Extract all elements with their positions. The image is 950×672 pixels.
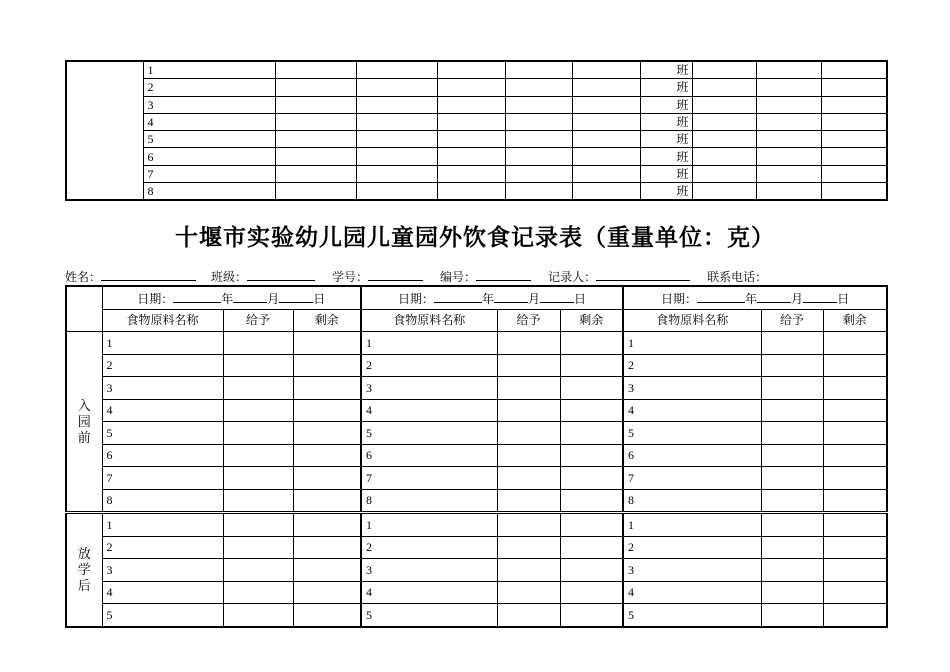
- remaining-cell[interactable]: [293, 581, 361, 604]
- entry-cell[interactable]: [505, 61, 572, 79]
- given-cell[interactable]: [223, 399, 293, 422]
- given-header: 给予: [223, 309, 293, 332]
- remaining-cell[interactable]: [293, 332, 361, 355]
- entry-cell[interactable]: [505, 96, 572, 113]
- remaining-cell[interactable]: [823, 377, 887, 400]
- table-row: [66, 604, 887, 627]
- food-entry-cell[interactable]: 5: [102, 422, 223, 445]
- row-number: 2: [143, 79, 275, 96]
- year-blank[interactable]: [697, 291, 745, 303]
- entry-cell[interactable]: [505, 183, 572, 201]
- entry-cell[interactable]: [572, 79, 640, 96]
- given-cell[interactable]: [761, 444, 823, 467]
- row-number: 4: [143, 113, 275, 130]
- food-entry-cell[interactable]: 3: [102, 377, 223, 400]
- entry-cell[interactable]: [437, 79, 505, 96]
- year-label: 年: [482, 291, 495, 306]
- food-entry-cell[interactable]: 3: [102, 559, 223, 582]
- food-entry-cell[interactable]: 5: [623, 604, 761, 627]
- class-suffix-cell: 班: [640, 113, 692, 130]
- remaining-cell[interactable]: [823, 536, 887, 559]
- food-entry-cell[interactable]: 1: [623, 513, 761, 537]
- entry-cell[interactable]: [692, 61, 756, 79]
- year-blank[interactable]: [434, 291, 482, 303]
- given-cell[interactable]: [223, 513, 293, 537]
- given-cell[interactable]: [761, 536, 823, 559]
- remaining-cell[interactable]: [823, 467, 887, 490]
- given-cell[interactable]: [223, 489, 293, 513]
- food-entry-cell[interactable]: 3: [361, 559, 497, 582]
- top-left-cell: [66, 61, 143, 200]
- remaining-cell[interactable]: [560, 444, 623, 467]
- remaining-cell[interactable]: [293, 444, 361, 467]
- entry-cell[interactable]: [821, 96, 887, 113]
- given-cell[interactable]: [497, 604, 560, 627]
- food-entry-cell[interactable]: 3: [361, 377, 497, 400]
- food-entry-cell[interactable]: 4: [623, 399, 761, 422]
- year-blank[interactable]: [173, 291, 221, 303]
- entry-cell[interactable]: [756, 61, 821, 79]
- class-field[interactable]: [247, 269, 315, 281]
- entry-cell[interactable]: [756, 113, 821, 130]
- food-entry-cell[interactable]: 7: [102, 467, 223, 490]
- table-row: [66, 354, 887, 377]
- food-entry-cell[interactable]: 6: [361, 444, 497, 467]
- section-char: 园: [77, 413, 91, 429]
- remaining-cell[interactable]: [560, 536, 623, 559]
- section-char: 学: [77, 561, 91, 577]
- food-entry-cell[interactable]: 1: [361, 513, 497, 537]
- given-cell[interactable]: [761, 377, 823, 400]
- table-row: [66, 489, 887, 513]
- remaining-cell[interactable]: [823, 422, 887, 445]
- entry-cell[interactable]: [572, 183, 640, 201]
- food-header: 食物原料名称: [361, 309, 497, 332]
- top-table-row: [66, 113, 887, 130]
- food-entry-cell[interactable]: 4: [361, 399, 497, 422]
- entry-cell[interactable]: [275, 165, 356, 182]
- food-entry-cell[interactable]: 7: [361, 467, 497, 490]
- entry-cell[interactable]: [572, 113, 640, 130]
- class-suffix-cell: 班: [640, 183, 692, 201]
- info-line: [65, 268, 767, 285]
- remaining-cell[interactable]: [293, 604, 361, 627]
- remaining-cell[interactable]: [823, 354, 887, 377]
- given-cell[interactable]: [497, 422, 560, 445]
- remaining-cell[interactable]: [560, 332, 623, 355]
- table-row: [66, 559, 887, 582]
- entry-cell[interactable]: [821, 165, 887, 182]
- entry-cell[interactable]: [356, 131, 437, 148]
- entry-cell[interactable]: [821, 148, 887, 165]
- entry-cell[interactable]: [275, 113, 356, 130]
- remaining-cell[interactable]: [293, 377, 361, 400]
- entry-cell[interactable]: [356, 165, 437, 182]
- remaining-cell[interactable]: [823, 559, 887, 582]
- phone-label: 联系电话：: [707, 270, 768, 284]
- entry-cell[interactable]: [692, 131, 756, 148]
- remaining-cell[interactable]: [560, 604, 623, 627]
- date-label: 日期：: [137, 291, 174, 306]
- remaining-cell[interactable]: [823, 604, 887, 627]
- remaining-cell[interactable]: [823, 399, 887, 422]
- food-entry-cell[interactable]: 1: [361, 332, 497, 355]
- row-number: 3: [143, 96, 275, 113]
- food-entry-cell[interactable]: 3: [623, 377, 761, 400]
- given-cell[interactable]: [497, 332, 560, 355]
- given-header: 给予: [761, 309, 823, 332]
- section-char: 放: [77, 545, 91, 561]
- month-blank[interactable]: [233, 291, 267, 303]
- given-cell[interactable]: [223, 581, 293, 604]
- food-entry-cell[interactable]: 6: [623, 444, 761, 467]
- entry-cell[interactable]: [356, 96, 437, 113]
- remaining-cell[interactable]: [560, 467, 623, 490]
- entry-cell[interactable]: [437, 148, 505, 165]
- entry-cell[interactable]: [572, 96, 640, 113]
- given-cell[interactable]: [497, 467, 560, 490]
- given-cell[interactable]: [497, 354, 560, 377]
- entry-cell[interactable]: [756, 165, 821, 182]
- class-suffix-cell: 班: [640, 79, 692, 96]
- year-label: 年: [745, 291, 758, 306]
- date-label: 日期：: [661, 291, 698, 306]
- food-header: 食物原料名称: [102, 309, 223, 332]
- remaining-cell[interactable]: [823, 444, 887, 467]
- given-cell[interactable]: [761, 513, 823, 537]
- entry-cell[interactable]: [275, 61, 356, 79]
- class-label: 班级：: [211, 270, 248, 284]
- entry-cell[interactable]: [692, 79, 756, 96]
- entry-cell[interactable]: [356, 183, 437, 201]
- table-row: [66, 422, 887, 445]
- entry-cell[interactable]: [572, 131, 640, 148]
- given-cell[interactable]: [497, 489, 560, 513]
- food-entry-cell[interactable]: 2: [361, 354, 497, 377]
- month-label: 月: [528, 291, 541, 306]
- given-cell[interactable]: [761, 422, 823, 445]
- given-cell[interactable]: [497, 559, 560, 582]
- entry-cell[interactable]: [572, 61, 640, 79]
- food-entry-cell[interactable]: 1: [623, 332, 761, 355]
- table-row: [66, 444, 887, 467]
- name-field[interactable]: [101, 269, 196, 281]
- table-row: [66, 332, 887, 355]
- given-cell[interactable]: [223, 467, 293, 490]
- row-number: 1: [143, 61, 275, 79]
- given-cell[interactable]: [497, 377, 560, 400]
- student-no-field[interactable]: [368, 269, 423, 281]
- food-entry-cell[interactable]: 4: [102, 581, 223, 604]
- given-cell[interactable]: [223, 444, 293, 467]
- food-entry-cell[interactable]: 2: [361, 536, 497, 559]
- entry-cell[interactable]: [572, 165, 640, 182]
- given-cell[interactable]: [223, 536, 293, 559]
- given-cell[interactable]: [497, 513, 560, 537]
- remaining-cell[interactable]: [293, 399, 361, 422]
- entry-cell[interactable]: [756, 131, 821, 148]
- food-entry-cell[interactable]: 2: [623, 536, 761, 559]
- given-header: 给予: [497, 309, 560, 332]
- month-label: 月: [791, 291, 804, 306]
- remaining-cell[interactable]: [560, 581, 623, 604]
- food-entry-cell[interactable]: 8: [102, 489, 223, 513]
- date-row: [66, 286, 887, 309]
- entry-cell[interactable]: [821, 113, 887, 130]
- entry-cell[interactable]: [275, 96, 356, 113]
- top-table-row: [66, 131, 887, 148]
- entry-cell[interactable]: [692, 183, 756, 201]
- code-label: 编号：: [440, 270, 477, 284]
- student-no-label: 学号：: [332, 270, 369, 284]
- given-cell[interactable]: [761, 489, 823, 513]
- section-char: 前: [77, 429, 91, 445]
- entry-cell[interactable]: [437, 61, 505, 79]
- given-cell[interactable]: [761, 399, 823, 422]
- top-record-table: [65, 60, 888, 201]
- given-cell[interactable]: [497, 399, 560, 422]
- remaining-cell[interactable]: [823, 513, 887, 537]
- food-entry-cell[interactable]: 5: [102, 604, 223, 627]
- header-row: [66, 309, 887, 332]
- date-cell[interactable]: [623, 286, 887, 309]
- given-cell[interactable]: [761, 467, 823, 490]
- remaining-cell[interactable]: [293, 536, 361, 559]
- row-number: 5: [143, 131, 275, 148]
- remaining-cell[interactable]: [560, 559, 623, 582]
- day-blank[interactable]: [279, 291, 313, 303]
- table-row: [66, 399, 887, 422]
- entry-cell[interactable]: [437, 165, 505, 182]
- entry-cell[interactable]: [275, 79, 356, 96]
- given-cell[interactable]: [223, 604, 293, 627]
- top-table-row: [66, 183, 887, 201]
- top-table-row: [66, 61, 887, 79]
- remaining-cell[interactable]: [560, 513, 623, 537]
- given-cell[interactable]: [761, 354, 823, 377]
- recorder-field[interactable]: [596, 269, 690, 281]
- remaining-cell[interactable]: [560, 354, 623, 377]
- given-cell[interactable]: [761, 581, 823, 604]
- entry-cell[interactable]: [356, 113, 437, 130]
- given-cell[interactable]: [223, 377, 293, 400]
- remaining-cell[interactable]: [293, 559, 361, 582]
- food-entry-cell[interactable]: 4: [361, 581, 497, 604]
- given-cell[interactable]: [223, 354, 293, 377]
- given-cell[interactable]: [761, 604, 823, 627]
- food-entry-cell[interactable]: 1: [102, 513, 223, 537]
- day-blank[interactable]: [540, 291, 574, 303]
- given-cell[interactable]: [497, 444, 560, 467]
- remaining-cell[interactable]: [823, 489, 887, 513]
- remaining-cell[interactable]: [293, 513, 361, 537]
- entry-cell[interactable]: [356, 148, 437, 165]
- class-suffix-cell: 班: [640, 131, 692, 148]
- remaining-cell[interactable]: [293, 422, 361, 445]
- day-label: 日: [837, 291, 850, 306]
- recorder-label: 记录人：: [548, 270, 597, 284]
- food-entry-cell[interactable]: 5: [623, 422, 761, 445]
- date-label: 日期：: [397, 291, 434, 306]
- food-entry-cell[interactable]: 2: [102, 354, 223, 377]
- class-suffix-cell: 班: [640, 96, 692, 113]
- top-table-row: [66, 96, 887, 113]
- section-char: 入: [77, 397, 91, 413]
- entry-cell[interactable]: [275, 183, 356, 201]
- remaining-header: 剩余: [823, 309, 887, 332]
- top-table-row: [66, 148, 887, 165]
- diet-record-table: [65, 285, 888, 628]
- food-entry-cell[interactable]: 7: [623, 467, 761, 490]
- food-entry-cell[interactable]: 8: [623, 489, 761, 513]
- food-entry-cell[interactable]: 6: [102, 444, 223, 467]
- food-entry-cell[interactable]: 1: [102, 332, 223, 355]
- entry-cell[interactable]: [437, 113, 505, 130]
- entry-cell[interactable]: [692, 165, 756, 182]
- entry-cell[interactable]: [437, 96, 505, 113]
- day-label: 日: [574, 291, 587, 306]
- entry-cell[interactable]: [356, 79, 437, 96]
- entry-cell[interactable]: [756, 183, 821, 201]
- remaining-header: 剩余: [293, 309, 361, 332]
- entry-cell[interactable]: [692, 148, 756, 165]
- entry-cell[interactable]: [692, 113, 756, 130]
- entry-cell[interactable]: [692, 96, 756, 113]
- entry-cell[interactable]: [505, 165, 572, 182]
- remaining-cell[interactable]: [293, 489, 361, 513]
- table-row: [66, 467, 887, 490]
- remaining-cell[interactable]: [823, 581, 887, 604]
- row-number: 6: [143, 148, 275, 165]
- class-suffix-cell: 班: [640, 61, 692, 79]
- food-entry-cell[interactable]: 3: [623, 559, 761, 582]
- entry-cell[interactable]: [437, 131, 505, 148]
- remaining-cell[interactable]: [823, 332, 887, 355]
- food-entry-cell[interactable]: 2: [102, 536, 223, 559]
- food-header: 食物原料名称: [623, 309, 761, 332]
- date-cell[interactable]: [361, 286, 623, 309]
- entry-cell[interactable]: [821, 131, 887, 148]
- table-row: [66, 377, 887, 400]
- food-entry-cell[interactable]: 2: [623, 354, 761, 377]
- entry-cell[interactable]: [356, 61, 437, 79]
- month-blank[interactable]: [757, 291, 791, 303]
- year-label: 年: [221, 291, 234, 306]
- food-entry-cell[interactable]: 5: [361, 422, 497, 445]
- entry-cell[interactable]: [756, 96, 821, 113]
- entry-cell[interactable]: [572, 148, 640, 165]
- entry-cell[interactable]: [821, 79, 887, 96]
- table-row: [66, 581, 887, 604]
- given-cell[interactable]: [761, 332, 823, 355]
- entry-cell[interactable]: [505, 148, 572, 165]
- remaining-cell[interactable]: [560, 489, 623, 513]
- date-cell[interactable]: [102, 286, 361, 309]
- month-label: 月: [267, 291, 280, 306]
- class-suffix-cell: 班: [640, 165, 692, 182]
- remaining-cell[interactable]: [560, 399, 623, 422]
- entry-cell[interactable]: [821, 183, 887, 201]
- food-entry-cell[interactable]: 4: [623, 581, 761, 604]
- given-cell[interactable]: [223, 332, 293, 355]
- entry-cell[interactable]: [275, 131, 356, 148]
- given-cell[interactable]: [223, 559, 293, 582]
- given-cell[interactable]: [497, 581, 560, 604]
- section-before-school: [66, 332, 102, 513]
- class-suffix-cell: 班: [640, 148, 692, 165]
- given-cell[interactable]: [761, 559, 823, 582]
- given-cell[interactable]: [497, 536, 560, 559]
- remaining-cell[interactable]: [293, 354, 361, 377]
- food-entry-cell[interactable]: 5: [361, 604, 497, 627]
- day-blank[interactable]: [803, 291, 837, 303]
- corner-cell: [66, 286, 102, 332]
- top-table-row: [66, 79, 887, 96]
- entry-cell[interactable]: [756, 148, 821, 165]
- row-number: 8: [143, 183, 275, 201]
- entry-cell[interactable]: [505, 113, 572, 130]
- entry-cell[interactable]: [275, 148, 356, 165]
- top-table-row: [66, 165, 887, 182]
- entry-cell[interactable]: [437, 183, 505, 201]
- row-number: 7: [143, 165, 275, 182]
- entry-cell[interactable]: [505, 79, 572, 96]
- entry-cell[interactable]: [505, 131, 572, 148]
- month-blank[interactable]: [494, 291, 528, 303]
- food-entry-cell[interactable]: 8: [361, 489, 497, 513]
- entry-cell[interactable]: [756, 79, 821, 96]
- remaining-cell[interactable]: [560, 422, 623, 445]
- entry-cell[interactable]: [821, 61, 887, 79]
- name-label: 姓名：: [65, 270, 102, 284]
- remaining-cell[interactable]: [560, 377, 623, 400]
- day-label: 日: [313, 291, 326, 306]
- food-entry-cell[interactable]: 4: [102, 399, 223, 422]
- document-title: 十堰市实验幼儿园儿童园外饮食记录表（重量单位：克）: [175, 225, 775, 250]
- section-char: 后: [77, 577, 91, 593]
- table-row: [66, 536, 887, 559]
- table-row: [66, 513, 887, 537]
- remaining-header: 剩余: [560, 309, 623, 332]
- remaining-cell[interactable]: [293, 467, 361, 490]
- section-after-school: [66, 513, 102, 627]
- given-cell[interactable]: [223, 422, 293, 445]
- code-field[interactable]: [476, 269, 531, 281]
